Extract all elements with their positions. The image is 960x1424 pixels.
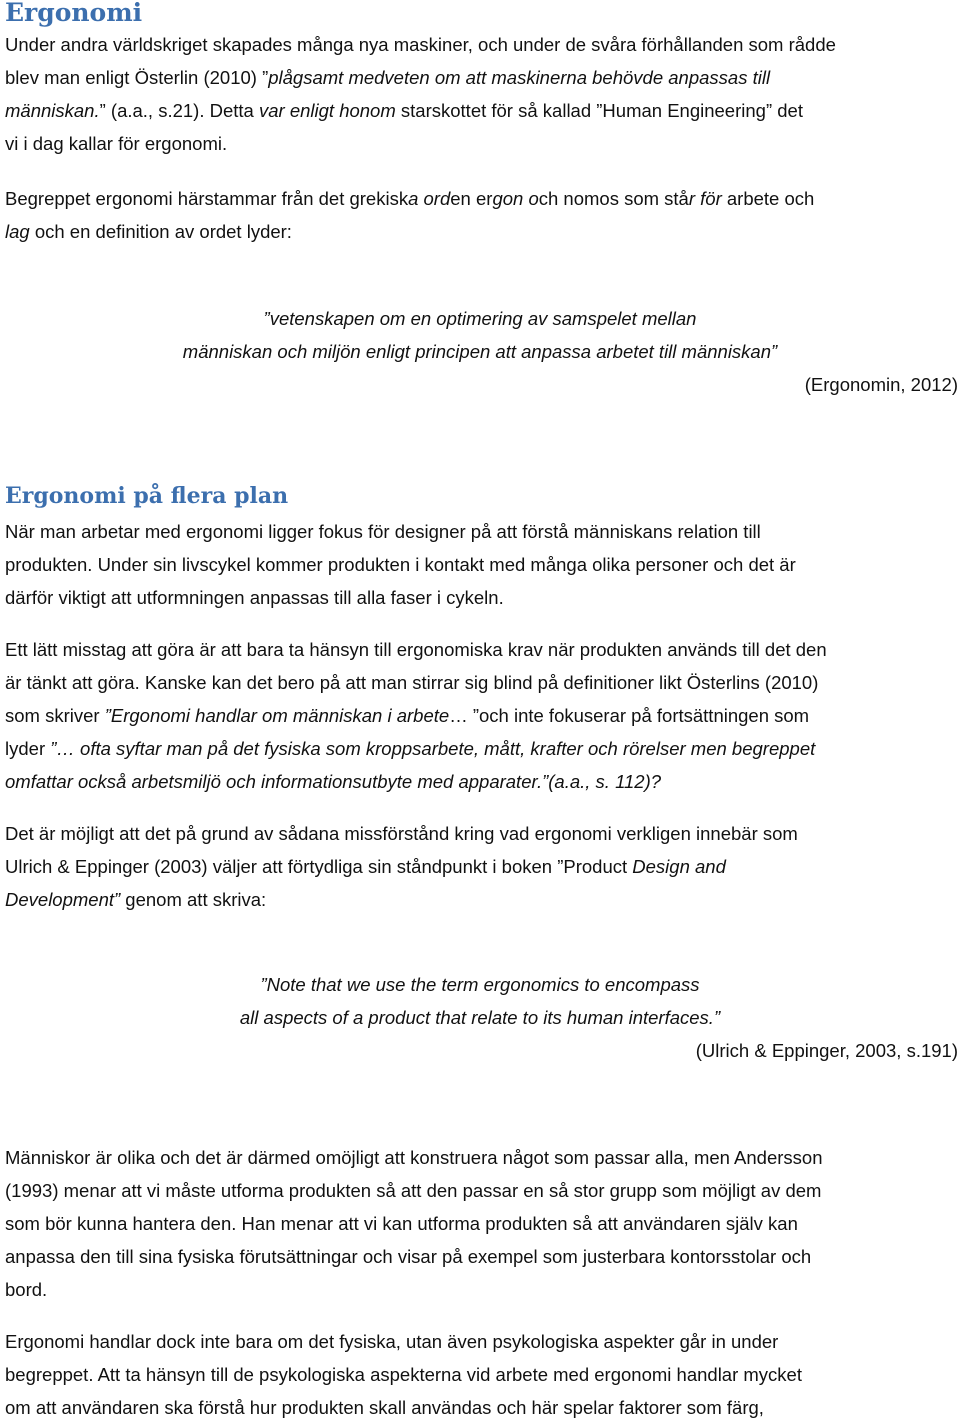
text-line: Ergonomi handlar dock inte bara om det fysiska, utan även psykologiska aspekter går in under	[5, 1331, 779, 1352]
text-line: därför viktigt att utformningen anpassas till alla faser i cykeln.	[5, 587, 504, 608]
quote-ulrich-eppinger	[0, 968, 960, 1034]
text-line: ”vetenskapen om en optimering av samspelet mellan	[263, 308, 697, 329]
text-line: bord.	[5, 1279, 48, 1300]
text-line: Begreppet ergonomi härstammar från det grekiska orden ergon och nomos som står för arbete och	[5, 188, 815, 209]
text-line: lag och en definition av ordet lyder:	[5, 221, 292, 242]
paragraph-psykologiska	[5, 1325, 955, 1424]
text-line: omfattar också arbetsmiljö och informationsutbyte med apparater.”(a.a., s. 112)?	[5, 771, 662, 792]
quote-citation-ulrich-eppinger: (Ulrich & Eppinger, 2003, s.191)	[695, 1040, 958, 1061]
text-line: Ulrich & Eppinger (2003) väljer att förtydliga sin ståndpunkt i boken ”Product Design and	[5, 856, 726, 877]
text-line: Människor är olika och det är därmed omöjligt att konstruera något som passar alla, men Andersson	[5, 1147, 823, 1168]
text-line: är tänkt att göra. Kanske kan det bero på att man stirrar sig blind på definitioner likt Österlins (2010)	[5, 672, 819, 693]
text-line: ”Note that we use the term ergonomics to encompass	[260, 974, 700, 995]
text-line: Development” genom att skriva:	[5, 889, 267, 910]
text-line: människan och miljön enligt principen att anpassa arbetet till människan”	[182, 341, 778, 362]
paragraph-definition	[5, 182, 955, 248]
text-line: vi i dag kallar för ergonomi.	[5, 133, 228, 154]
text-line: blev man enligt Österlin (2010) ”plågsamt medveten om att maskinerna behövde anpassas till	[5, 67, 771, 88]
text-line: Ett lätt misstag att göra är att bara ta hänsyn till ergonomiska krav när produkten används till det den	[5, 639, 827, 660]
text-line: människan.” (a.a., s.21). Detta var enligt honom starskottet för så kallad ”Human Engineering” det	[5, 100, 803, 121]
text-line: När man arbetar med ergonomi ligger fokus för designer på att förstå människans relation till	[5, 521, 761, 542]
quote-ergonomin	[0, 302, 960, 368]
heading-ergonomi-pa-flera-plan: Ergonomi på flera plan	[5, 483, 289, 509]
text-line: om att användaren ska förstå hur produkten skall användas och här spelar faktorer som färg,	[5, 1397, 764, 1418]
quote-citation-ergonomin: (Ergonomin, 2012)	[804, 374, 958, 395]
text-line: all aspects of a product that relate to its human interfaces.”	[239, 1007, 721, 1028]
paragraph-manniskor	[5, 1141, 955, 1306]
text-line: Under andra världskriget skapades många nya maskiner, och under de svåra förhållanden som rådde	[5, 34, 836, 55]
paragraph-misstag	[5, 633, 955, 798]
text-line: som skriver ”Ergonomi handlar om människan i arbete… ”och inte fokuserar på fortsättningen som	[5, 705, 810, 726]
heading-ergonomi: Ergonomi	[5, 0, 143, 27]
text-line: anpassa den till sina fysiska förutsättningar och visar på exempel som justerbara kontorsstolar och	[5, 1246, 812, 1267]
paragraph-intro	[5, 28, 955, 160]
paragraph-missforstand	[5, 817, 955, 916]
text-line: Det är möjligt att det på grund av sådana missförstånd kring vad ergonomi verkligen innebär som	[5, 823, 798, 844]
text-line: (1993) menar att vi måste utforma produkten så att den passar en så stor grupp som möjligt av dem	[5, 1180, 822, 1201]
text-line: begreppet. Att ta hänsyn till de psykologiska aspekterna vid arbete med ergonomi handlar mycket	[5, 1364, 802, 1385]
paragraph-fokus	[5, 515, 955, 614]
text-line: som bör kunna hantera den. Han menar att vi kan utforma produkten så att användaren själv kan	[5, 1213, 798, 1234]
text-line: produkten. Under sin livscykel kommer produkten i kontakt med många olika personer och det är	[5, 554, 796, 575]
text-line: lyder ”… ofta syftar man på det fysiska som kroppsarbete, mått, krafter och rörelser men begreppet	[5, 738, 816, 759]
